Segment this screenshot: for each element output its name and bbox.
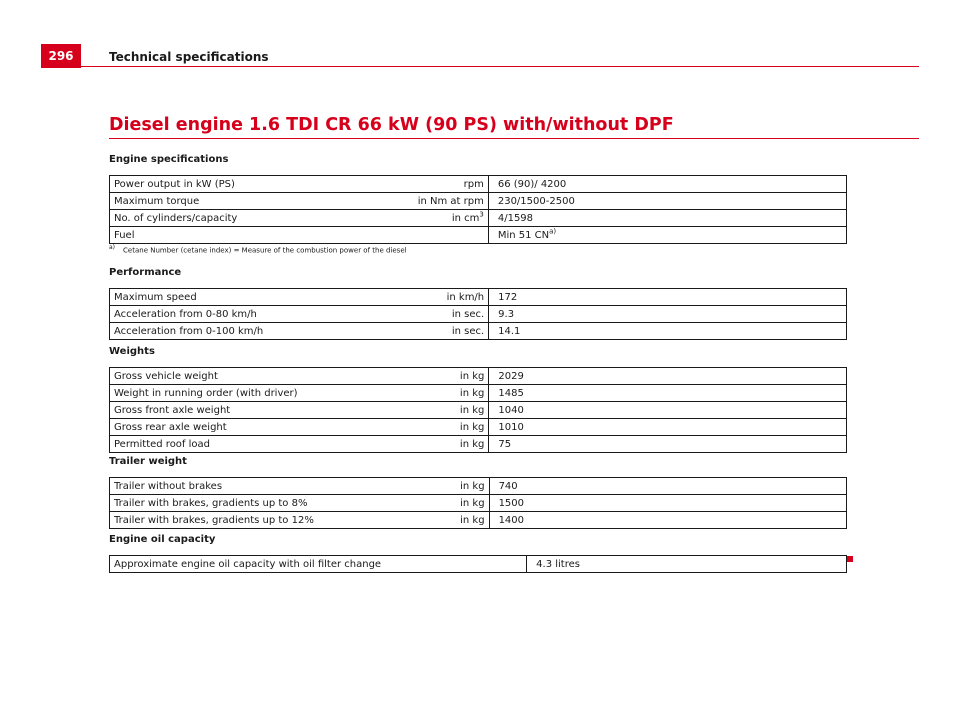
engine-specs-table — [109, 175, 847, 244]
title-rule — [109, 138, 919, 139]
row-value: 4.3 litres — [527, 556, 847, 573]
row-unit: in km/h — [327, 289, 489, 306]
row-label: Permitted roof load — [110, 436, 328, 453]
weights-heading: Weights — [109, 346, 155, 357]
row-value: 75 — [489, 436, 847, 453]
performance-heading: Performance — [109, 267, 182, 278]
row-label: Gross front axle weight — [110, 402, 328, 419]
row-unit: in kg — [328, 368, 489, 385]
row-label: Gross rear axle weight — [110, 419, 328, 436]
trailer-weight-section — [109, 456, 847, 529]
row-label: Gross vehicle weight — [110, 368, 328, 385]
row-label: Acceleration from 0-80 km/h — [110, 306, 328, 323]
row-value: 1500 — [489, 495, 846, 512]
trailer-weight-heading: Trailer weight — [109, 456, 187, 467]
oil-capacity-table — [109, 555, 847, 573]
table-row — [110, 210, 847, 227]
table-row — [110, 176, 847, 193]
row-value: 1010 — [489, 419, 847, 436]
weights-section — [109, 346, 847, 453]
row-unit: in kg — [328, 478, 489, 495]
row-label: Trailer with brakes, gradients up to 12% — [110, 512, 328, 529]
row-unit: in kg — [328, 385, 489, 402]
row-value: 230/1500-2500 — [488, 193, 846, 210]
row-value: 1040 — [489, 402, 847, 419]
row-unit — [326, 210, 488, 227]
performance-table — [109, 288, 847, 340]
table-row — [110, 512, 847, 529]
row-unit: in kg — [328, 512, 489, 529]
table-row — [110, 556, 847, 573]
row-value: 9.3 — [489, 306, 847, 323]
row-label: Trailer without brakes — [110, 478, 328, 495]
page-number: 296 — [41, 44, 81, 68]
row-unit: in Nm at rpm — [326, 193, 488, 210]
page-title: Diesel engine 1.6 TDI CR 66 kW (90 PS) with/without DPF — [109, 115, 674, 135]
row-value: 1485 — [489, 385, 847, 402]
row-value: 14.1 — [489, 323, 847, 340]
row-label: Power output in kW (PS) — [110, 176, 327, 193]
table-row — [110, 419, 847, 436]
oil-capacity-section — [109, 534, 847, 573]
row-unit: in sec. — [327, 323, 489, 340]
running-title: Technical specifications — [109, 50, 269, 64]
trailer-weight-table — [109, 477, 847, 529]
engine-specs-heading: Engine specifications — [109, 154, 229, 165]
row-value: 1400 — [489, 512, 846, 529]
row-value: 740 — [489, 478, 846, 495]
table-row — [110, 193, 847, 210]
row-label: Maximum torque — [110, 193, 327, 210]
footnote-text: Cetane Number (cetane index) = Measure of the combustion power of the diesel — [123, 246, 407, 255]
row-value: 172 — [489, 289, 847, 306]
footnote — [109, 244, 407, 254]
table-row — [110, 436, 847, 453]
row-label: Fuel — [110, 227, 327, 244]
table-row — [110, 227, 847, 244]
table-row — [110, 402, 847, 419]
table-row — [110, 368, 847, 385]
row-unit — [385, 556, 527, 573]
row-unit: rpm — [326, 176, 488, 193]
table-row — [110, 323, 847, 340]
weights-table — [109, 367, 847, 453]
row-value: 2029 — [489, 368, 847, 385]
engine-specs-section — [109, 154, 847, 244]
row-unit: in sec. — [327, 306, 489, 323]
row-value: 4/1598 — [488, 210, 846, 227]
header-rule — [81, 66, 919, 67]
row-unit: in kg — [328, 436, 489, 453]
row-unit — [326, 227, 488, 244]
footnote-reference: a) — [549, 227, 557, 236]
row-value: 66 (90)/ 4200 — [488, 176, 846, 193]
row-label: Weight in running order (with driver) — [110, 385, 328, 402]
row-label: Maximum speed — [110, 289, 328, 306]
unit-superscript: 3 — [479, 210, 484, 219]
row-unit: in kg — [328, 402, 489, 419]
table-row — [110, 306, 847, 323]
footnote-mark: a) — [109, 244, 116, 251]
performance-section — [109, 267, 847, 340]
row-value — [488, 227, 846, 244]
table-row — [110, 478, 847, 495]
oil-capacity-heading: Engine oil capacity — [109, 534, 216, 545]
row-label: Approximate engine oil capacity with oil filter change — [110, 556, 386, 573]
unit-text: in cm — [451, 212, 480, 224]
value-text: Min 51 CN — [497, 229, 550, 241]
row-label: No. of cylinders/capacity — [110, 210, 327, 227]
table-row — [110, 385, 847, 402]
row-label: Acceleration from 0-100 km/h — [110, 323, 328, 340]
section-end-marker — [847, 556, 853, 562]
row-unit: in kg — [328, 419, 489, 436]
row-unit: in kg — [328, 495, 489, 512]
table-row — [110, 289, 847, 306]
row-label: Trailer with brakes, gradients up to 8% — [110, 495, 328, 512]
table-row — [110, 495, 847, 512]
